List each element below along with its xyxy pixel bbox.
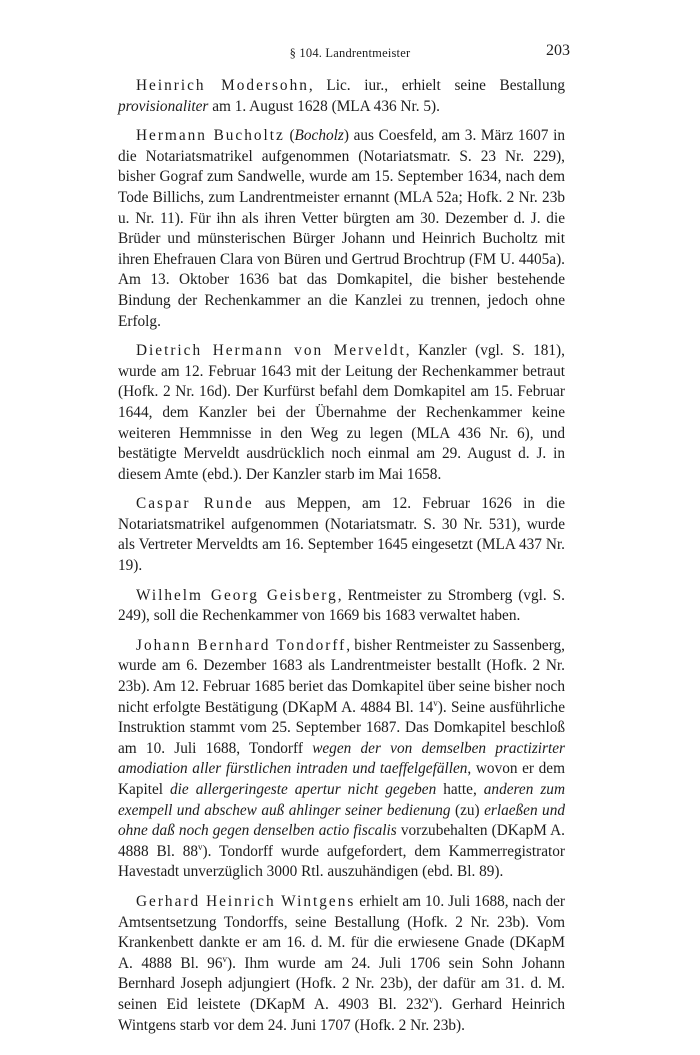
text-run: , Kanzler (vgl. S. 181), wurde am 12. Februar 1643 mit der Leitung der Rechenkammer betraut (Hofk. 2 Nr. 16d). Der Kurfürst befahl dem Domkapitel am 15. Februar 1644, dem Kanzler bei der Übernahme der Rechenkammer keine weiteren Hemmnisse in den Weg zu legen (MLA 436 Nr. 6), und bestätigte Merveldt ausdrücklich noch einmal am 29. August d. J. in diesem Amte (ebd.). Der Kanzler starb im Mai 1658. xyxy=(118,342,565,483)
person-name: Gerhard Heinrich Wintgens xyxy=(136,892,356,910)
text-run: am 1. August 1628 (MLA 436 Nr. 5). xyxy=(208,97,440,115)
text-run: ). Tondorff wurde aufgefordert, dem Kammerregistrator Havestadt unverzüglich 3000 Rtl. auszuhändigen (ebd. Bl. 89). xyxy=(118,842,565,881)
verso-marker: v xyxy=(429,994,434,1005)
body-text xyxy=(118,76,565,1045)
quoted-source-text: erlaeßen und ohne daß noch gegen denselben actio fiscalis xyxy=(118,801,566,840)
text-run: erhielt am 10. Juli 1688, nach der Amtsentsetzung Tondorffs, seine Bestallung (Hofk. 2 Nr. 23b). Vom Krankenbett dankte er am 16. d. M. für die erwiesene Gnade (DKapM A. 4888 Bl. 96 xyxy=(118,892,565,972)
text-run: ). Ihm wurde am 24. Juli 1706 sein Sohn Johann Bernhard Joseph adjungiert (Hofk. 2 Nr. 23b), der dafür am 31. d. M. seinen Eid leistete (DKapM A. 4903 Bl. 232 xyxy=(118,954,566,1013)
text-run: , Rentmeister zu Stromberg (vgl. S. 249), soll die Rechenkammer von 1669 bis 1683 verwaltet haben. xyxy=(118,586,565,625)
quoted-source-text: Bocholz xyxy=(294,127,344,145)
paragraph xyxy=(118,636,565,883)
text-run: , Lic. iur., erhielt seine Bestallung xyxy=(308,77,565,94)
person-name: Heinrich Modersohn xyxy=(136,77,309,94)
text-run: hatte, xyxy=(436,781,484,798)
person-name: Hermann Bucholtz xyxy=(136,127,285,145)
verso-marker: v xyxy=(433,697,438,708)
text-run: (zu) xyxy=(450,801,485,819)
text-run: ( xyxy=(284,127,295,145)
text-run: aus Meppen, am 12. Februar 1626 in die Notariatsmatrikel aufgenommen (Notariatsmatr. S. 30 Nr. 531), wurde als Vertreter Merveldts am 16. September 1645 eingesetzt (MLA 437 Nr. 19). xyxy=(118,495,565,575)
quoted-source-text: die allergeringeste apertur nicht gegeben xyxy=(170,781,437,798)
text-run: vorzubehalten (DKapM A. 4888 Bl. 88 xyxy=(118,822,565,860)
quoted-source-text: provisionaliter xyxy=(118,97,209,115)
paragraph xyxy=(118,341,565,485)
verso-marker: v xyxy=(222,953,227,964)
page-number: 203 xyxy=(546,42,570,59)
running-head: § 104. Landrentmeister xyxy=(289,46,411,60)
paragraph xyxy=(118,76,565,117)
paragraph xyxy=(118,494,565,576)
person-name: Dietrich Hermann von Merveldt xyxy=(136,342,406,360)
paragraph xyxy=(118,126,565,332)
quoted-source-text: wegen der von demselben practizirter amodiation aller fürstlichen intraden und taeffelgefällen xyxy=(118,739,565,778)
page-header xyxy=(130,42,570,64)
person-name: Caspar Runde xyxy=(136,495,254,513)
text-run: , wovon er dem Kapitel xyxy=(118,760,565,798)
person-name: Johann Bernhard Tondorff xyxy=(136,636,347,654)
person-name: Wilhelm Georg Geisberg xyxy=(136,586,338,604)
quoted-source-text: anderen zum exempell und abschew auß ahlinger seiner bedienung xyxy=(118,781,565,819)
text-run: ) aus Coesfeld, am 3. März 1607 in die Notariatsmatrikel aufgenommen (Notariatsmatr. S. 23 Nr. 229), bisher Gograf zum Sandwelle, wurde am 15. September 1634, nach dem Tode Billichs, zum Landrentmeister ernannt (MLA 52a; Hofk. 2 Nr. 23b u. Nr. 11). Für ihn als ihren Vetter bürgten am 30. Dezember d. J. die Brüder und münsterischen Bürger Johann und Heinrich Bucholtz mit ihren Ehefrauen Clara von Büren und Gertrud Brochtrup (FM U. 4405a). Am 13. Oktober 1636 bat das Domkapitel, die bisher bestehende Bindung der Rechenkammer an die Kanzlei zu trennen, jedoch ohne Erfolg. xyxy=(118,127,565,330)
paragraph xyxy=(118,892,565,1036)
verso-marker: v xyxy=(198,841,203,852)
text-run: ). Seine ausführliche Instruktion stammt vom 25. September 1687. Das Domkapitel beschloß am 10. Juli 1688, Tondorff xyxy=(118,698,565,757)
text-run: , bisher Rentmeister zu Sassenberg, wurde am 6. Dezember 1683 als Landrentmeister bestallt (Hofk. 2 Nr. 23b). Am 12. Februar 1685 beriet das Domkapitel über seine bisher noch nicht erfolgte Bestätigung (DKapM A. 4884 Bl. 14 xyxy=(118,636,566,716)
paragraph xyxy=(118,586,565,627)
text-run: ). Gerhard Heinrich Wintgens starb vor dem 24. Juni 1707 (Hofk. 2 Nr. 23b). xyxy=(118,995,566,1034)
